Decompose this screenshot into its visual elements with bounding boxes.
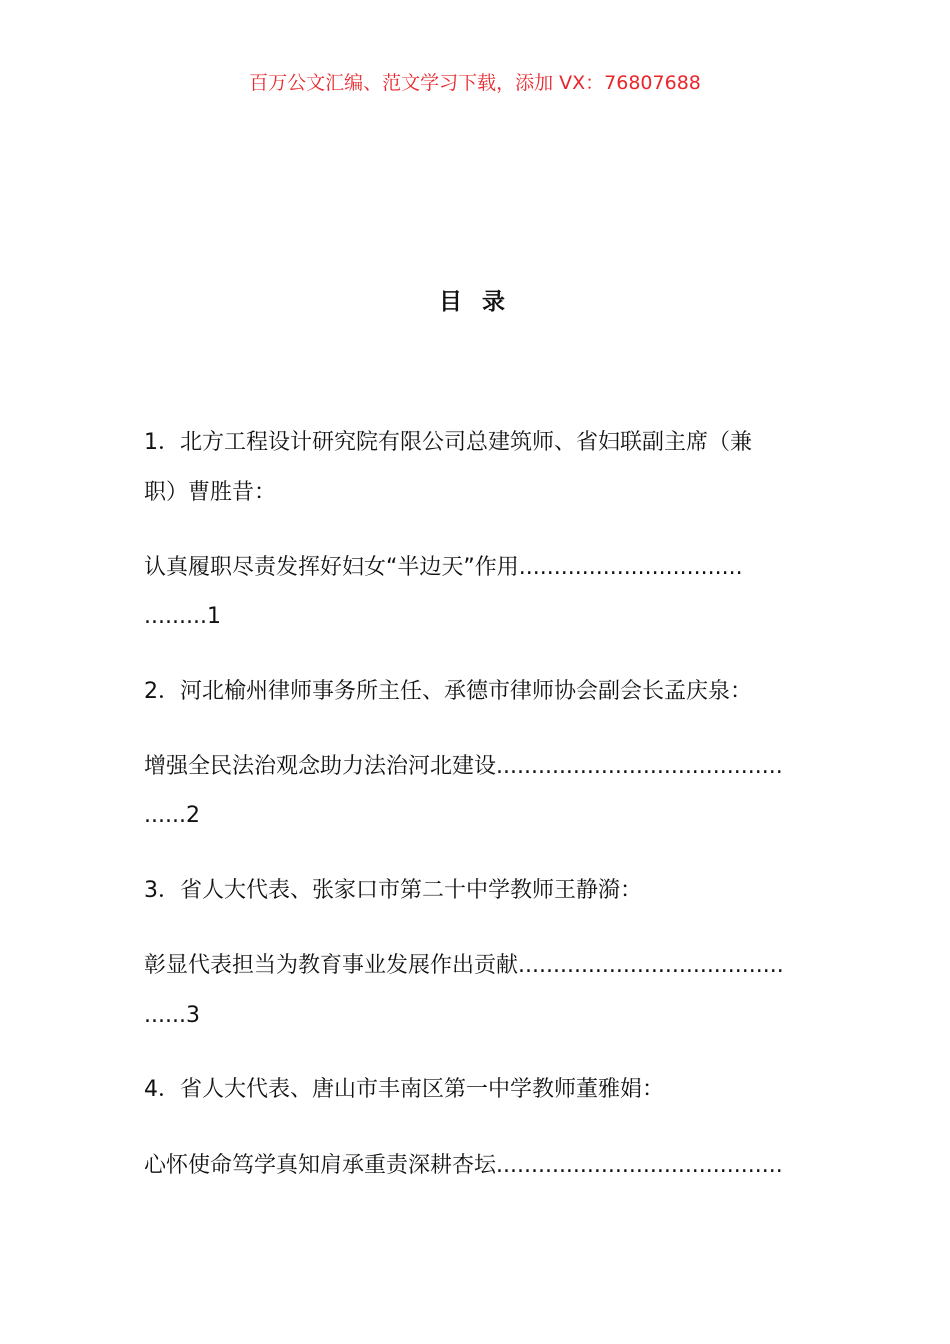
toc-entry-1-page[interactable]: .........1 — [144, 604, 221, 629]
toc-entry-3-article[interactable]: 彰显代表担当为教育事业发展作出贡献...................................... — [144, 953, 784, 978]
toc-entry-2-page[interactable]: ......2 — [144, 803, 200, 828]
toc-entry-4-article[interactable]: 心怀使命笃学真知肩承重责深耕杏坛......................................... — [144, 1153, 783, 1178]
toc-entry-3-page[interactable]: ......3 — [144, 1003, 200, 1028]
toc-entry-1-heading: 1．北方工程设计研究院有限公司总建筑师、省妇联副主席（兼 — [144, 430, 752, 455]
toc-entry-2-article[interactable]: 增强全民法治观念助力法治河北建设......................................... — [144, 754, 783, 779]
toc-title: 目 录 — [438, 289, 511, 315]
header-notice: 百万公文汇编、范文学习下载，添加 VX：76807688 — [249, 72, 701, 94]
toc-entry-1-article[interactable]: 认真履职尽责发挥好妇女“半边天”作用................................ — [144, 555, 743, 580]
toc-entry-1-heading-cont: 职）曹胜昔： — [144, 480, 277, 505]
toc-entry-4-heading: 4．省人大代表、唐山市丰南区第一中学教师董雅娟： — [144, 1077, 664, 1102]
toc-entry-2-heading: 2．河北榆州律师事务所主任、承德市律师协会副会长孟庆泉： — [144, 679, 752, 704]
toc-entry-3-heading: 3．省人大代表、张家口市第二十中学教师王静漪： — [144, 878, 642, 903]
